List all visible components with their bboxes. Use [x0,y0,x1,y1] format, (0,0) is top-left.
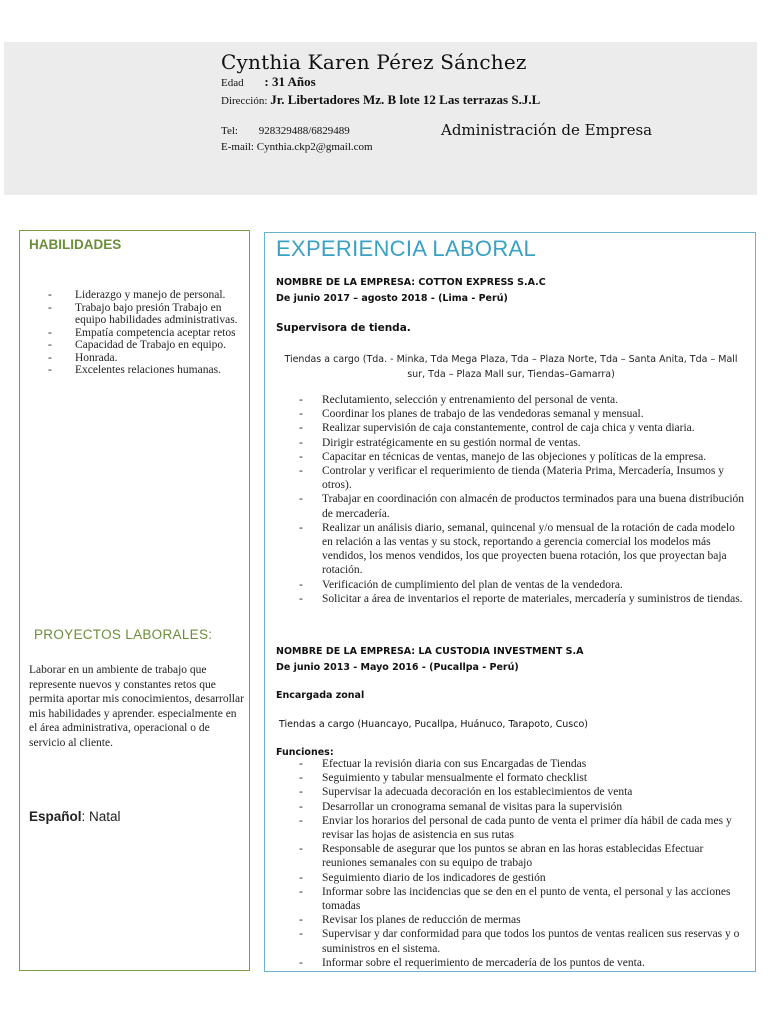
projects-text: Laborar en un ambiente de trabajo que represente nuevos y constantes retos que permita aportar mis conocimientos, desarrollar mis habilidades y aprender. especialmente en el área administrativa, operacional o de servicio al cliente. [29,664,244,749]
task-item: - Enviar los horarios del personal de cada punto de venta el primer día hábil de cada mes y revisar las hojas de asistencia en sus rutas [280,814,745,842]
task-item: - Verificación de cumplimiento del plan de ventas de la vendedora. [280,578,745,592]
task-item: - Solicitar a área de inventarios el reporte de materiales, mercadería y suministros de tiendas. [280,592,745,606]
tel-value: 928329488/6829489 [258,125,350,137]
skill-item: - Empatía competencia aceptar retos [40,327,250,340]
skill-item: - Liderazgo y manejo de personal. [40,289,250,302]
job2-company: NOMBRE DE LA EMPRESA: LA CUSTODIA INVESTMENT S.A [276,646,584,657]
job2-task-list [280,757,745,970]
skill-item: - Capacidad de Trabajo en equipo. [40,339,250,352]
task-item: - Dirigir estratégicamente en su gestión normal de ventas. [280,436,745,450]
age-value: : 31 Años [264,74,316,89]
task-item: - Seguimiento y tabular mensualmente el formato checklist [280,771,745,785]
career-title: Administración de Empresa [441,121,653,139]
job2-role: Encargada zonal [276,690,365,701]
task-item: - Efectuar la revisión diaria con sus Encargadas de Tiendas [280,757,745,771]
task-item: - Capacitar en técnicas de ventas, manejo de las objeciones y políticas de la empresa. [280,450,745,464]
skill-item: - Trabajo bajo presión Trabajo en equipo habilidades administrativas. [40,302,250,327]
language-label: Español [29,809,82,824]
task-item: - Supervisar y dar conformidad para que todos los puntos de ventas realicen sus reservas y o suministros en el sistema. [280,927,745,955]
task-item: - Trabajar en coordinación con almacén de productos terminados para una buena distribución de mercadería. [280,492,745,520]
skills-list [40,289,250,377]
task-item: - Realizar supervisión de caja constantemente, control de caja chica y venta diaria. [280,421,745,435]
experience-heading: EXPERIENCIA LABORAL [276,236,537,261]
job1-role: Supervisora de tienda. [276,322,411,334]
header-panel [4,42,757,195]
task-item: - Desarrollar un cronograma semanal de visitas para la supervisión [280,800,745,814]
job2-stores: Tiendas a cargo (Huancayo, Pucallpa, Huánuco, Tarapoto, Cusco) [279,719,589,730]
age-label: Edad [221,77,244,89]
projects-heading: PROYECTOS LABORALES: [34,627,213,642]
candidate-name: Cynthia Karen Pérez Sánchez [221,50,527,74]
address-row [221,92,540,108]
skill-item: - Excelentes relaciones humanas. [40,364,250,377]
job1-company: NOMBRE DE LA EMPRESA: COTTON EXPRESS S.A.C [276,277,546,288]
task-item: - Supervisar la adecuada decoración en los establecimientos de venta [280,785,745,799]
task-item: - Realizar un análisis diario, semanal, quincenal y/o mensual de la rotación de cada modelo en relación a las ventas y su stock, reportando a gerencia comercial los modelos más vendidos, los menos vendidos, los que proyecten buena rotación, los que proyectan baja rotación. [280,521,745,578]
task-item: - Informar sobre el requerimiento de mercadería de los puntos de venta. [280,956,745,970]
address-label: Dirección: [221,95,268,107]
job2-functions-label: Funciones: [276,747,334,758]
skill-item: - Honrada. [40,352,250,365]
task-item: - Revisar los planes de reducción de mermas [280,913,745,927]
address-value: Jr. Libertadores Mz. B lote 12 Las terrazas S.J.L [270,92,541,107]
left-panel [19,230,250,971]
language-row [29,809,121,824]
email: E-mail: Cynthia.ckp2@gmail.com [221,141,373,153]
tel-row [221,125,350,137]
task-item: - Seguimiento diario de los indicadores de gestión [280,871,745,885]
job1-task-list [280,393,745,606]
skills-heading: HABILIDADES [29,237,122,252]
job2-period: De junio 2013 - Mayo 2016 - (Pucallpa - Perú) [276,662,519,673]
job1-stores: Tiendas a cargo (Tda. - Minka, Tda Mega Plaza, Tda – Plaza Norte, Tda – Santa Anita, Tda – Mall sur, Tda – Plaza Mall sur, Tiendas–Gamarra) [284,354,738,380]
task-item: - Reclutamiento, selección y entrenamiento del personal de venta. [280,393,745,407]
tel-label: Tel: [221,125,238,137]
task-item: - Responsable de asegurar que los puntos se abran en las horas establecidas Efectuar reuniones semanales con su equipo de trabajo [280,842,745,870]
task-item: - Controlar y verificar el requerimiento de tienda (Materia Prima, Mercadería, Insumos y otros). [280,464,745,492]
task-item: - Coordinar los planes de trabajo de las vendedoras semanal y mensual. [280,407,745,421]
experience-panel [264,232,756,972]
language-value: : Natal [81,809,121,824]
age-row [221,74,316,90]
job1-period: De junio 2017 – agosto 2018 - (Lima - Perú) [276,293,508,304]
task-item: - Informar sobre las incidencias que se den en el punto de venta, el personal y las acciones tomadas [280,885,745,913]
